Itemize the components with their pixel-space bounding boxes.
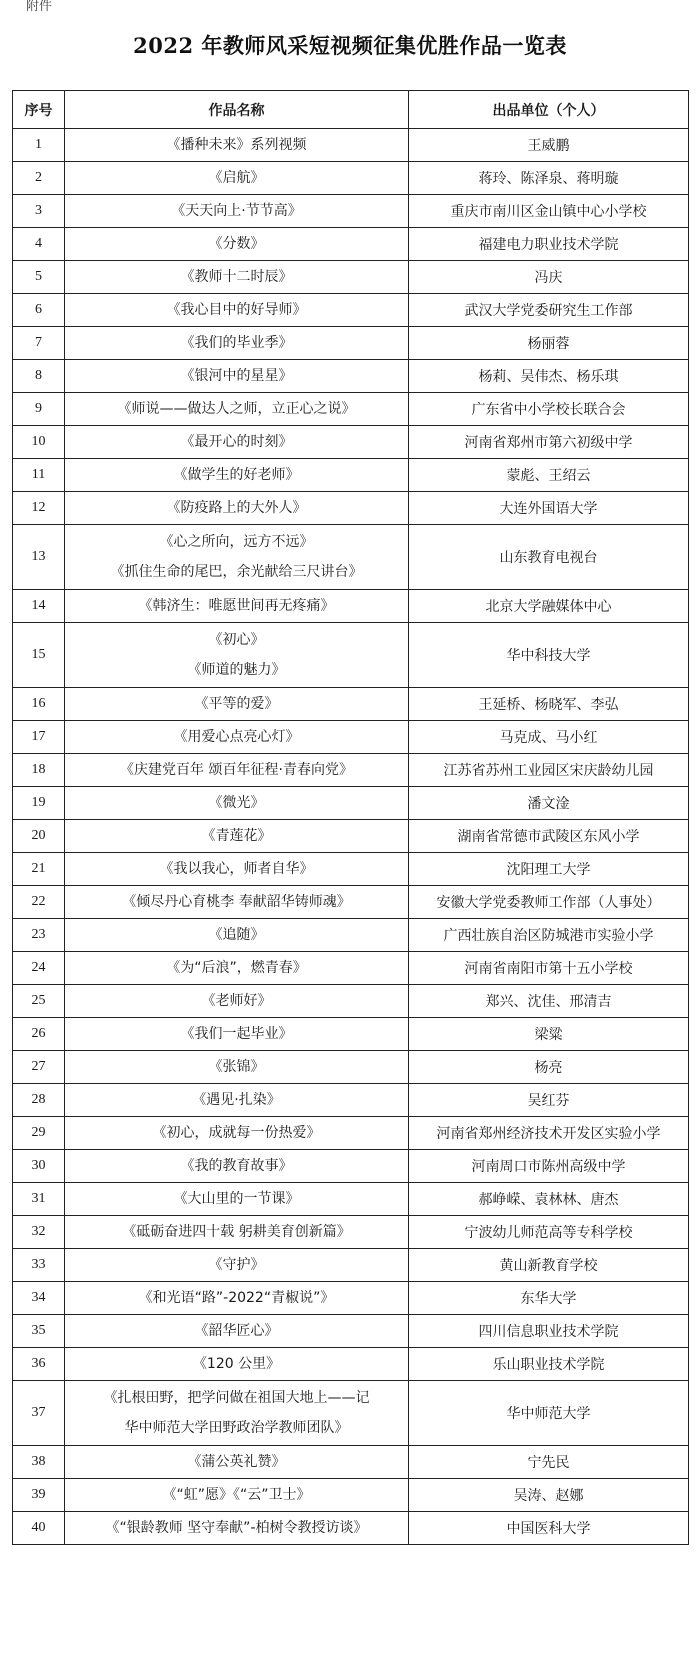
- producer-cell: 杨亮: [409, 1051, 689, 1084]
- work-title-cell: [65, 886, 409, 919]
- work-title: 《我的教育故事》: [180, 1158, 293, 1174]
- producer-cell: 郝峥嵘、袁林林、唐杰: [409, 1183, 689, 1216]
- producer-cell: 郑兴、沈佳、邢清吉: [409, 985, 689, 1018]
- work-title-cell: [65, 952, 409, 985]
- row-number: 4: [13, 228, 65, 261]
- producer-cell: 江苏省苏州工业园区宋庆龄幼儿园: [409, 754, 689, 787]
- row-number: 30: [13, 1150, 65, 1183]
- work-title: 《追随》: [208, 927, 265, 943]
- work-title-cell: [65, 393, 409, 426]
- producer-cell: 广西壮族自治区防城港市实验小学: [409, 919, 689, 952]
- row-number: 36: [13, 1348, 65, 1381]
- producer-cell: 乐山职业技术学院: [409, 1348, 689, 1381]
- producer-cell: 广东省中小学校长联合会: [409, 393, 689, 426]
- producer-cell: 湖南省常德市武陵区东风小学: [409, 820, 689, 853]
- table-row: [13, 623, 689, 688]
- table-row: [13, 492, 689, 525]
- work-title-cell: [65, 459, 409, 492]
- row-number: 23: [13, 919, 65, 952]
- row-number: 29: [13, 1117, 65, 1150]
- row-number: 28: [13, 1084, 65, 1117]
- work-title: 《播种未来》系列视频: [166, 137, 307, 153]
- table-row: [13, 787, 689, 820]
- work-title-cell: [65, 721, 409, 754]
- table-row: [13, 1051, 689, 1084]
- work-title: 《青莲花》: [201, 828, 272, 844]
- producer-cell: 潘文淦: [409, 787, 689, 820]
- row-number: 2: [13, 162, 65, 195]
- producer-cell: 蒋玲、陈泽泉、蒋明璇: [409, 162, 689, 195]
- work-title-cell: [65, 1381, 409, 1446]
- producer-cell: 杨莉、吴伟杰、杨乐琪: [409, 360, 689, 393]
- row-number: 15: [13, 623, 65, 688]
- row-number: 14: [13, 590, 65, 623]
- producer-cell: 武汉大学党委研究生工作部: [409, 294, 689, 327]
- work-title: 《韩济生：唯愿世间再无疼痛》: [138, 598, 335, 614]
- work-title: 《最开心的时刻》: [180, 434, 293, 450]
- table-row: [13, 1446, 689, 1479]
- row-number: 27: [13, 1051, 65, 1084]
- table-row: [13, 1381, 689, 1446]
- row-number: 35: [13, 1315, 65, 1348]
- work-title: 《砥砺奋进四十载 躬耕美育创新篇》: [122, 1224, 351, 1240]
- work-title-cell: [65, 820, 409, 853]
- table-row: [13, 1216, 689, 1249]
- producer-cell: 重庆市南川区金山镇中心小学校: [409, 195, 689, 228]
- work-title: 《我以我心，师者自华》: [159, 861, 314, 877]
- table-row: [13, 162, 689, 195]
- work-title: 《120 公里》: [192, 1356, 281, 1372]
- producer-cell: 梁粱: [409, 1018, 689, 1051]
- producer-cell: 吴红芬: [409, 1084, 689, 1117]
- table-row: [13, 1117, 689, 1150]
- work-title: 《我们一起毕业》: [180, 1026, 293, 1042]
- work-title-cell: [65, 1249, 409, 1282]
- producer-cell: 北京大学融媒体中心: [409, 590, 689, 623]
- table-row: [13, 886, 689, 919]
- annex-label: 附件: [26, 0, 53, 14]
- work-title-cell: [65, 623, 409, 688]
- table-row: [13, 525, 689, 590]
- work-title: 《微光》: [208, 795, 265, 811]
- producer-cell: 中国医科大学: [409, 1512, 689, 1545]
- work-title: 《天天向上·节节高》: [171, 203, 302, 219]
- row-number: 9: [13, 393, 65, 426]
- table-row: [13, 459, 689, 492]
- row-number: 18: [13, 754, 65, 787]
- row-number: 31: [13, 1183, 65, 1216]
- work-title: 华中师范大学田野政治学教师团队》: [124, 1420, 349, 1436]
- work-title-cell: [65, 228, 409, 261]
- row-number: 13: [13, 525, 65, 590]
- table-row: [13, 1183, 689, 1216]
- work-title-cell: [65, 1282, 409, 1315]
- work-title: 《教师十二时辰》: [180, 269, 293, 285]
- work-title-cell: [65, 1183, 409, 1216]
- work-title: 《初心》: [208, 632, 265, 648]
- work-title-cell: [65, 1512, 409, 1545]
- work-title: 《平等的爱》: [194, 696, 279, 712]
- row-number: 22: [13, 886, 65, 919]
- row-number: 37: [13, 1381, 65, 1446]
- work-title-cell: [65, 1084, 409, 1117]
- row-number: 20: [13, 820, 65, 853]
- row-number: 11: [13, 459, 65, 492]
- work-title: 《遇见·扎染》: [192, 1092, 281, 1108]
- work-title: 《“银龄教师 坚守奉献”-柏树令教授访谈》: [105, 1520, 368, 1536]
- row-number: 17: [13, 721, 65, 754]
- table-row: [13, 1282, 689, 1315]
- work-title: 《启航》: [208, 170, 265, 186]
- producer-cell: 安徽大学党委教师工作部（人事处）: [409, 886, 689, 919]
- header-producer: 出品单位（个人）: [409, 91, 689, 129]
- table-header-row: [13, 91, 689, 129]
- table-row: [13, 688, 689, 721]
- producer-cell: 大连外国语大学: [409, 492, 689, 525]
- row-number: 39: [13, 1479, 65, 1512]
- work-title-cell: [65, 688, 409, 721]
- work-title: 《倾尽丹心育桃李 奉献韶华铸师魂》: [122, 894, 351, 910]
- producer-cell: 东华大学: [409, 1282, 689, 1315]
- work-title-cell: [65, 1479, 409, 1512]
- row-number: 32: [13, 1216, 65, 1249]
- work-title: 《心之所向，远方不远》: [159, 534, 314, 550]
- table-row: [13, 393, 689, 426]
- row-number: 12: [13, 492, 65, 525]
- row-number: 10: [13, 426, 65, 459]
- table-row: [13, 853, 689, 886]
- table-row: [13, 1512, 689, 1545]
- work-title-cell: [65, 754, 409, 787]
- work-title: 《我心目中的好导师》: [166, 302, 307, 318]
- work-title-cell: [65, 1348, 409, 1381]
- work-title-cell: [65, 327, 409, 360]
- table-row: [13, 952, 689, 985]
- row-number: 34: [13, 1282, 65, 1315]
- table-row: [13, 195, 689, 228]
- row-number: 16: [13, 688, 65, 721]
- row-number: 26: [13, 1018, 65, 1051]
- producer-cell: 马克成、马小红: [409, 721, 689, 754]
- table-row: [13, 590, 689, 623]
- table-row: [13, 1348, 689, 1381]
- producer-cell: 四川信息职业技术学院: [409, 1315, 689, 1348]
- row-number: 8: [13, 360, 65, 393]
- work-title: 《扎根田野，把学问做在祖国大地上——记: [103, 1390, 370, 1406]
- table-row: [13, 721, 689, 754]
- work-title-cell: [65, 1117, 409, 1150]
- work-title: 《师说——做达人之师，立正心之说》: [117, 401, 356, 417]
- row-number: 24: [13, 952, 65, 985]
- work-title-cell: [65, 525, 409, 590]
- work-title: 《抓住生命的尾巴，余光献给三尺讲台》: [110, 564, 363, 580]
- page-title: 2022 年教师风采短视频征集优胜作品一览表: [133, 33, 567, 58]
- work-title: 《和光语“路”-2022“青椒说”》: [138, 1290, 335, 1306]
- header-number: 序号: [13, 91, 65, 129]
- producer-cell: 华中师范大学: [409, 1381, 689, 1446]
- table-row: [13, 426, 689, 459]
- producer-cell: 华中科技大学: [409, 623, 689, 688]
- table-row: [13, 820, 689, 853]
- work-title-cell: [65, 1315, 409, 1348]
- table-row: [13, 327, 689, 360]
- work-title-cell: [65, 360, 409, 393]
- work-title: 《蒲公英礼赞》: [187, 1454, 286, 1470]
- work-title: 《“虹”愿》《“云”卫士》: [162, 1487, 311, 1503]
- work-title-cell: [65, 1216, 409, 1249]
- table-row: [13, 1479, 689, 1512]
- row-number: 5: [13, 261, 65, 294]
- work-title: 《防疫路上的大外人》: [166, 500, 307, 516]
- producer-cell: 吴涛、赵娜: [409, 1479, 689, 1512]
- work-title: 《用爱心点亮心灯》: [173, 729, 300, 745]
- work-title-cell: [65, 919, 409, 952]
- work-title-cell: [65, 492, 409, 525]
- table-row: [13, 985, 689, 1018]
- row-number: 3: [13, 195, 65, 228]
- table-row: [13, 228, 689, 261]
- producer-cell: 河南省南阳市第十五小学校: [409, 952, 689, 985]
- work-title-cell: [65, 426, 409, 459]
- table-row: [13, 1150, 689, 1183]
- table-row: [13, 129, 689, 162]
- row-number: 1: [13, 129, 65, 162]
- producer-cell: 沈阳理工大学: [409, 853, 689, 886]
- work-title: 《我们的毕业季》: [180, 335, 293, 351]
- producer-cell: 王威鹏: [409, 129, 689, 162]
- work-title-cell: [65, 195, 409, 228]
- work-title-cell: [65, 590, 409, 623]
- table-body: [13, 129, 689, 1545]
- table-row: [13, 1084, 689, 1117]
- work-title: 《银河中的星星》: [180, 368, 293, 384]
- table-row: [13, 1249, 689, 1282]
- work-title: 《韶华匠心》: [194, 1323, 279, 1339]
- work-title-cell: [65, 129, 409, 162]
- work-title: 《大山里的一节课》: [173, 1191, 300, 1207]
- table-row: [13, 294, 689, 327]
- work-title-cell: [65, 853, 409, 886]
- table-row: [13, 261, 689, 294]
- row-number: 38: [13, 1446, 65, 1479]
- work-title: 《守护》: [208, 1257, 265, 1273]
- producer-cell: 福建电力职业技术学院: [409, 228, 689, 261]
- work-title-cell: [65, 1051, 409, 1084]
- work-title-cell: [65, 294, 409, 327]
- header-work-title: 作品名称: [65, 91, 409, 129]
- row-number: 33: [13, 1249, 65, 1282]
- producer-cell: 宁波幼儿师范高等专科学校: [409, 1216, 689, 1249]
- work-title-cell: [65, 1150, 409, 1183]
- work-title-cell: [65, 1018, 409, 1051]
- work-title: 《老师好》: [201, 993, 272, 1009]
- work-title-cell: [65, 261, 409, 294]
- producer-cell: 河南周口市陈州高级中学: [409, 1150, 689, 1183]
- table-row: [13, 754, 689, 787]
- work-title: 《初心，成就每一份热爱》: [152, 1125, 321, 1141]
- work-title-cell: [65, 162, 409, 195]
- producer-cell: 杨丽蓉: [409, 327, 689, 360]
- row-number: 6: [13, 294, 65, 327]
- table-row: [13, 1315, 689, 1348]
- table-row: [13, 919, 689, 952]
- work-title: 《张锦》: [208, 1059, 265, 1075]
- work-title: 《分数》: [208, 236, 265, 252]
- row-number: 21: [13, 853, 65, 886]
- producer-cell: 河南省郑州经济技术开发区实验小学: [409, 1117, 689, 1150]
- work-title-cell: [65, 787, 409, 820]
- producer-cell: 王延桥、杨晓军、李弘: [409, 688, 689, 721]
- works-table: [12, 90, 689, 1545]
- work-title: 《做学生的好老师》: [173, 467, 300, 483]
- producer-cell: 宁先民: [409, 1446, 689, 1479]
- work-title-cell: [65, 1446, 409, 1479]
- work-title: 《庆建党百年 颂百年征程·青春向党》: [120, 762, 353, 778]
- row-number: 25: [13, 985, 65, 1018]
- producer-cell: 冯庆: [409, 261, 689, 294]
- table-row: [13, 360, 689, 393]
- work-title-cell: [65, 985, 409, 1018]
- table-row: [13, 1018, 689, 1051]
- work-title: 《师道的魅力》: [187, 662, 286, 678]
- row-number: 40: [13, 1512, 65, 1545]
- work-title: 《为“后浪”，燃青春》: [166, 960, 307, 976]
- row-number: 7: [13, 327, 65, 360]
- producer-cell: 河南省郑州市第六初级中学: [409, 426, 689, 459]
- producer-cell: 黄山新教育学校: [409, 1249, 689, 1282]
- producer-cell: 蒙彪、王绍云: [409, 459, 689, 492]
- producer-cell: 山东教育电视台: [409, 525, 689, 590]
- row-number: 19: [13, 787, 65, 820]
